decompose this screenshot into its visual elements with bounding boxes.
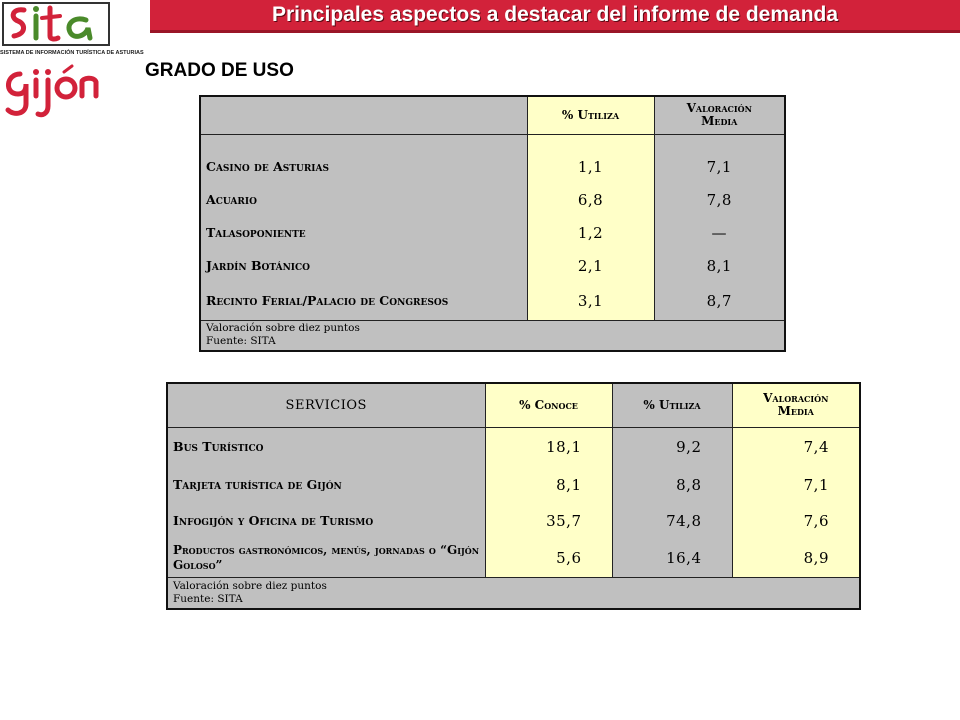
table-note [200,320,785,351]
row-valoracion: — [654,216,785,249]
row-valoracion: 8,1 [654,249,785,282]
spacer-row [200,134,785,150]
table-note-row [200,320,785,351]
row-valoracion: 7,6 [732,503,860,539]
logo-tagline: SISTEMA DE INFORMACIÓN TURÍSTICA DE ASTURIAS [0,50,144,56]
row-conoce: 35,7 [485,503,612,539]
row-label: Tarjeta turística de Gijón [167,467,485,503]
header-utiliza: % Utiliza [612,383,732,427]
table-note [167,577,860,609]
header-utiliza: % Utiliza [527,96,654,134]
header-valoracion [732,383,860,427]
table-row [167,427,860,467]
table-row [167,467,860,503]
note-valoracion: Valoración sobre diez puntos [173,579,327,592]
table-row [200,150,785,183]
row-label: Talasoponiente [200,216,527,249]
table-header-row [167,383,860,427]
sita-gijon-logo [0,0,144,120]
header-valoracion-line1: Valoración [686,101,752,116]
sita-logo-icon [2,2,110,46]
row-label: Casino de Asturias [200,150,527,183]
note-fuente: Fuente: SITA [173,592,243,605]
row-label: Bus Turístico [167,427,485,467]
gijon-logo-icon [2,60,110,118]
table-row [200,216,785,249]
row-utiliza: 1,2 [527,216,654,249]
row-valoracion: 7,1 [654,150,785,183]
table-row [200,282,785,320]
row-utiliza: 2,1 [527,249,654,282]
table-row [167,503,860,539]
row-conoce: 8,1 [485,467,612,503]
header-empty-cell [200,96,527,134]
header-valoracion-line1: Valoración [763,391,829,406]
header-valoracion [654,96,785,134]
row-utiliza: 3,1 [527,282,654,320]
table-row [200,183,785,216]
header-servicios: SERVICIOS [167,383,485,427]
header-valoracion-line2: Media [777,404,814,419]
row-utiliza: 74,8 [612,503,732,539]
row-utiliza: 1,1 [527,150,654,183]
row-label: Recinto Ferial/Palacio de Congresos [200,282,527,320]
header-valoracion-line2: Media [701,114,738,129]
table-note-row [167,577,860,609]
grado-uso-table [199,95,786,352]
row-conoce: 5,6 [485,539,612,577]
servicios-table [166,382,861,610]
row-utiliza: 6,8 [527,183,654,216]
row-valoracion: 8,9 [732,539,860,577]
row-utiliza: 8,8 [612,467,732,503]
header-conoce: % Conoce [485,383,612,427]
row-label: Productos gastronómicos, menús, jornadas o “Gijón Goloso” [167,539,485,577]
row-label: Infogijón y Oficina de Turismo [167,503,485,539]
row-utiliza: 16,4 [612,539,732,577]
note-valoracion: Valoración sobre diez puntos [206,322,360,335]
row-valoracion: 7,4 [732,427,860,467]
row-valoracion: 7,1 [732,467,860,503]
row-valoracion: 8,7 [654,282,785,320]
table-row [200,249,785,282]
row-conoce: 18,1 [485,427,612,467]
header-banner [150,0,960,33]
row-label: Jardín Botánico [200,249,527,282]
row-utiliza: 9,2 [612,427,732,467]
section-title: GRADO DE USO [145,60,294,81]
page-title: Principales aspectos a destacar del informe de demanda [271,3,839,26]
table-row [167,539,860,577]
row-label: Acuario [200,183,527,216]
note-fuente: Fuente: SITA [206,335,276,348]
table-header-row [200,96,785,134]
row-valoracion: 7,8 [654,183,785,216]
